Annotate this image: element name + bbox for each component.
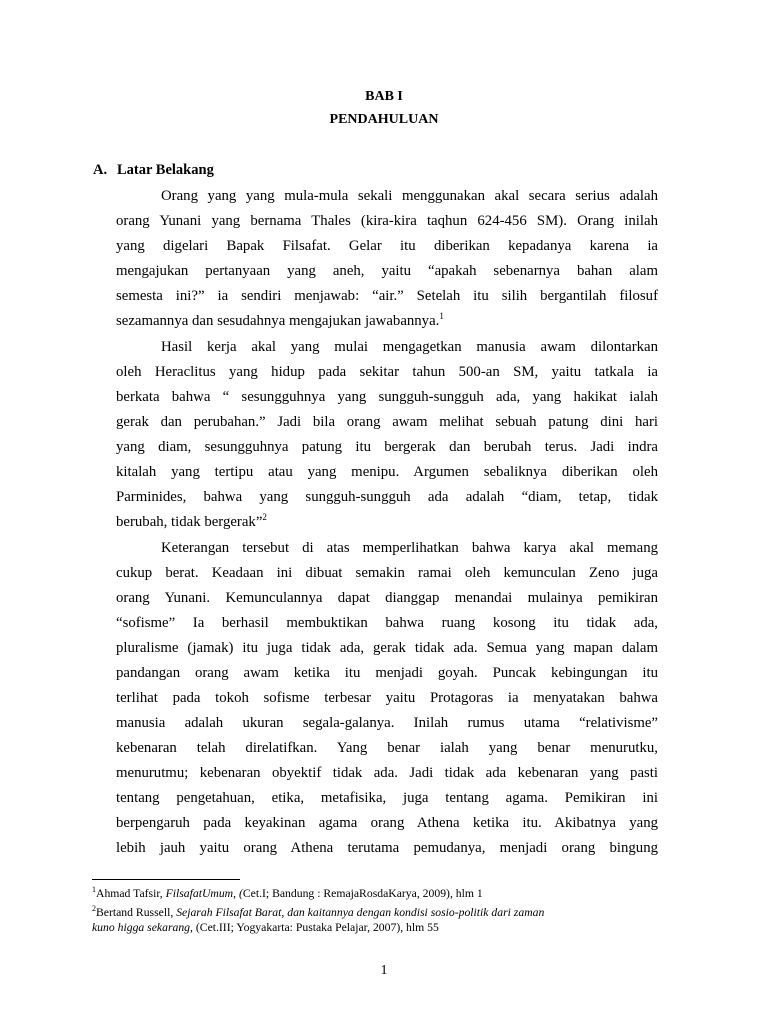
section-heading — [93, 162, 214, 179]
body-line: “sofisme” Ia berhasil membuktikan bahwa ruang kosong itu tidak ada, — [116, 615, 658, 631]
footnote-2 — [92, 906, 544, 920]
footnote-ref[interactable]: 1 — [439, 311, 444, 322]
footnote-publication: (Cet.III; Yogyakarta: Pustaka Pelajar, 2007), hlm 55 — [195, 921, 439, 934]
body-line: cukup berat. Keadaan ini dibuat semakin ramai oleh kemunculan Zeno juga — [116, 565, 658, 581]
body-line — [116, 311, 658, 331]
body-line-text: sezamannya dan sesudahnya mengajukan jawabannya. — [116, 313, 440, 329]
body-line: oleh Heraclitus yang hidup pada sekitar tahun 500-an SM, yaitu tatkala ia — [116, 364, 658, 380]
body-line — [116, 512, 658, 532]
body-line: Hasil kerja akal yang mulai mengagetkan manusia awam dilontarkan — [161, 339, 658, 355]
footnote-1 — [92, 887, 483, 901]
section-title: Latar Belakang — [117, 162, 214, 178]
body-line: berkata bahwa “ sesungguhnya yang sungguh-sungguh ada, yang hakikat ialah — [116, 389, 658, 405]
body-line: semesta ini?” ia sendiri menjawab: “air.” Setelah itu silih bergantilah filosuf — [116, 288, 658, 304]
body-line: yang digelari Bapak Filsafat. Gelar itu diberikan kepadanya karena ia — [116, 238, 658, 254]
body-line: Parminides, bahwa yang sungguh-sungguh ada adalah “diam, tetap, tidak — [116, 489, 658, 505]
footnote-title: FilsafatUmum, ( — [165, 887, 243, 900]
body-line: gerak dan perubahan.” Jadi bila orang awam melihat sebuah patung dini hari — [116, 414, 658, 430]
footnote-separator — [92, 879, 240, 880]
body-line: orang Yunani. Kemunculannya dapat dianggap menandai mulainya pemikiran — [116, 590, 658, 606]
footnote-2-continued — [92, 921, 439, 935]
body-line: yang diam, sesungguhnya patung itu bergerak dan berubah terus. Jadi indra — [116, 439, 658, 455]
page-number: 1 — [380, 963, 388, 978]
footnote-title: kuno higga sekarang, — [92, 921, 196, 934]
footnote-number: 2 — [92, 904, 96, 914]
footnote-ref[interactable]: 2 — [262, 512, 267, 523]
footnote-author: Ahmad Tafsir, — [96, 887, 166, 900]
body-line: terlihat pada tokoh sofisme terbesar yaitu Protagoras ia menyatakan bahwa — [116, 690, 658, 706]
body-line: tentang pengetahuan, etika, metafisika, juga tentang agama. Pemikiran ini — [116, 790, 658, 806]
footnote-title: Sejarah Filsafat Barat, dan kaitannya dengan kondisi sosio-politik dari zaman — [176, 906, 545, 919]
body-line: pandangan orang awam ketika itu menjadi goyah. Puncak kebingungan itu — [116, 665, 658, 681]
body-line: mengajukan pertanyaan yang aneh, yaitu “apakah sebenarnya bahan alam — [116, 263, 658, 279]
body-line: kitalah yang tertipu atau yang menipu. Argumen sebaliknya diberikan oleh — [116, 464, 658, 480]
body-line: pluralisme (jamak) itu juga tidak ada, gerak tidak ada. Semua yang mapan dalam — [116, 640, 658, 656]
footnote-publication: Cet.I; Bandung : RemajaRosdaKarya, 2009), hlm 1 — [242, 887, 483, 900]
body-line: lebih jauh yaitu orang Athena terutama pemudanya, menjadi orang bingung — [116, 840, 658, 856]
section-label: A. — [93, 162, 108, 178]
body-line: orang Yunani yang bernama Thales (kira-kira taqhun 624-456 SM). Orang inilah — [116, 213, 658, 229]
footnote-number: 1 — [92, 885, 96, 895]
footnote-author: Bertand Russell, — [96, 906, 177, 919]
body-line: kebenaran telah direlatifkan. Yang benar ialah yang benar menurutku, — [116, 740, 658, 756]
body-line: manusia adalah ukuran segala-galanya. Inilah rumus utama “relativisme” — [116, 715, 658, 731]
body-line: Keterangan tersebut di atas memperlihatkan bahwa karya akal memang — [161, 540, 658, 556]
body-line: Orang yang yang mula-mula sekali menggunakan akal secara serius adalah — [161, 188, 658, 204]
chapter-heading: BAB I — [365, 89, 403, 104]
body-line: berpengaruh pada keyakinan agama orang Athena ketika itu. Akibatnya yang — [116, 815, 658, 831]
chapter-title: PENDAHULUAN — [329, 112, 439, 127]
body-line: menurutmu; kebenaran obyektif tidak ada. Jadi tidak ada kebenaran yang pasti — [116, 765, 658, 781]
body-line-text: berubah, tidak bergerak” — [116, 514, 263, 530]
